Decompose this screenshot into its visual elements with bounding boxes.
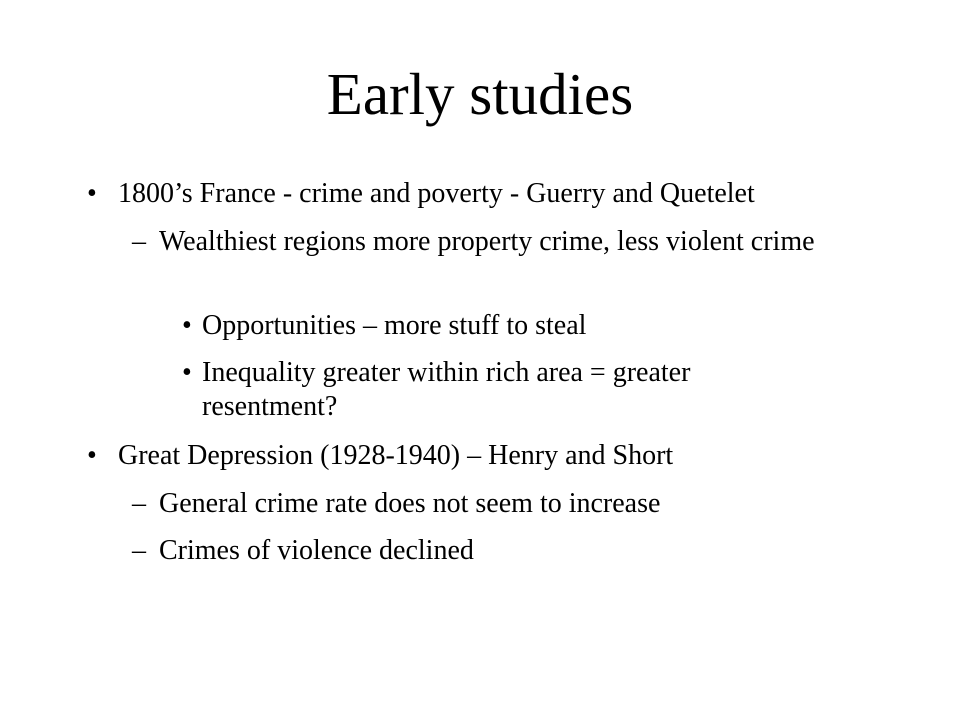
bullet-text: Inequality greater within rich area = greater resentment? (202, 357, 691, 422)
bullet-item (87, 177, 858, 211)
dash-marker: – (132, 535, 146, 566)
bullet-text: General crime rate does not seem to increase (159, 488, 661, 519)
bullet-item (87, 439, 858, 473)
dash-marker: – (132, 488, 146, 519)
bullet-marker: • (87, 178, 97, 209)
bullet-text: Wealthiest regions more property crime, less violent crime (159, 226, 815, 257)
sub-sub-bullet-item (182, 356, 802, 424)
bullet-marker: • (182, 357, 192, 388)
sub-bullet-item (132, 225, 839, 259)
sub-sub-bullet-item (182, 309, 822, 343)
dash-marker: – (132, 226, 146, 257)
bullet-text: Opportunities – more stuff to steal (202, 310, 587, 341)
bullet-text: Crimes of violence declined (159, 535, 474, 566)
slide-title: Early studies (326, 61, 634, 127)
bullet-text: Great Depression (1928-1940) – Henry and Short (118, 440, 674, 471)
sub-bullet-item (132, 487, 839, 521)
bullet-marker: • (87, 440, 97, 471)
sub-bullet-item (132, 534, 839, 568)
bullet-text: 1800’s France - crime and poverty - Guerry and Quetelet (118, 178, 755, 209)
bullet-marker: • (182, 310, 192, 341)
